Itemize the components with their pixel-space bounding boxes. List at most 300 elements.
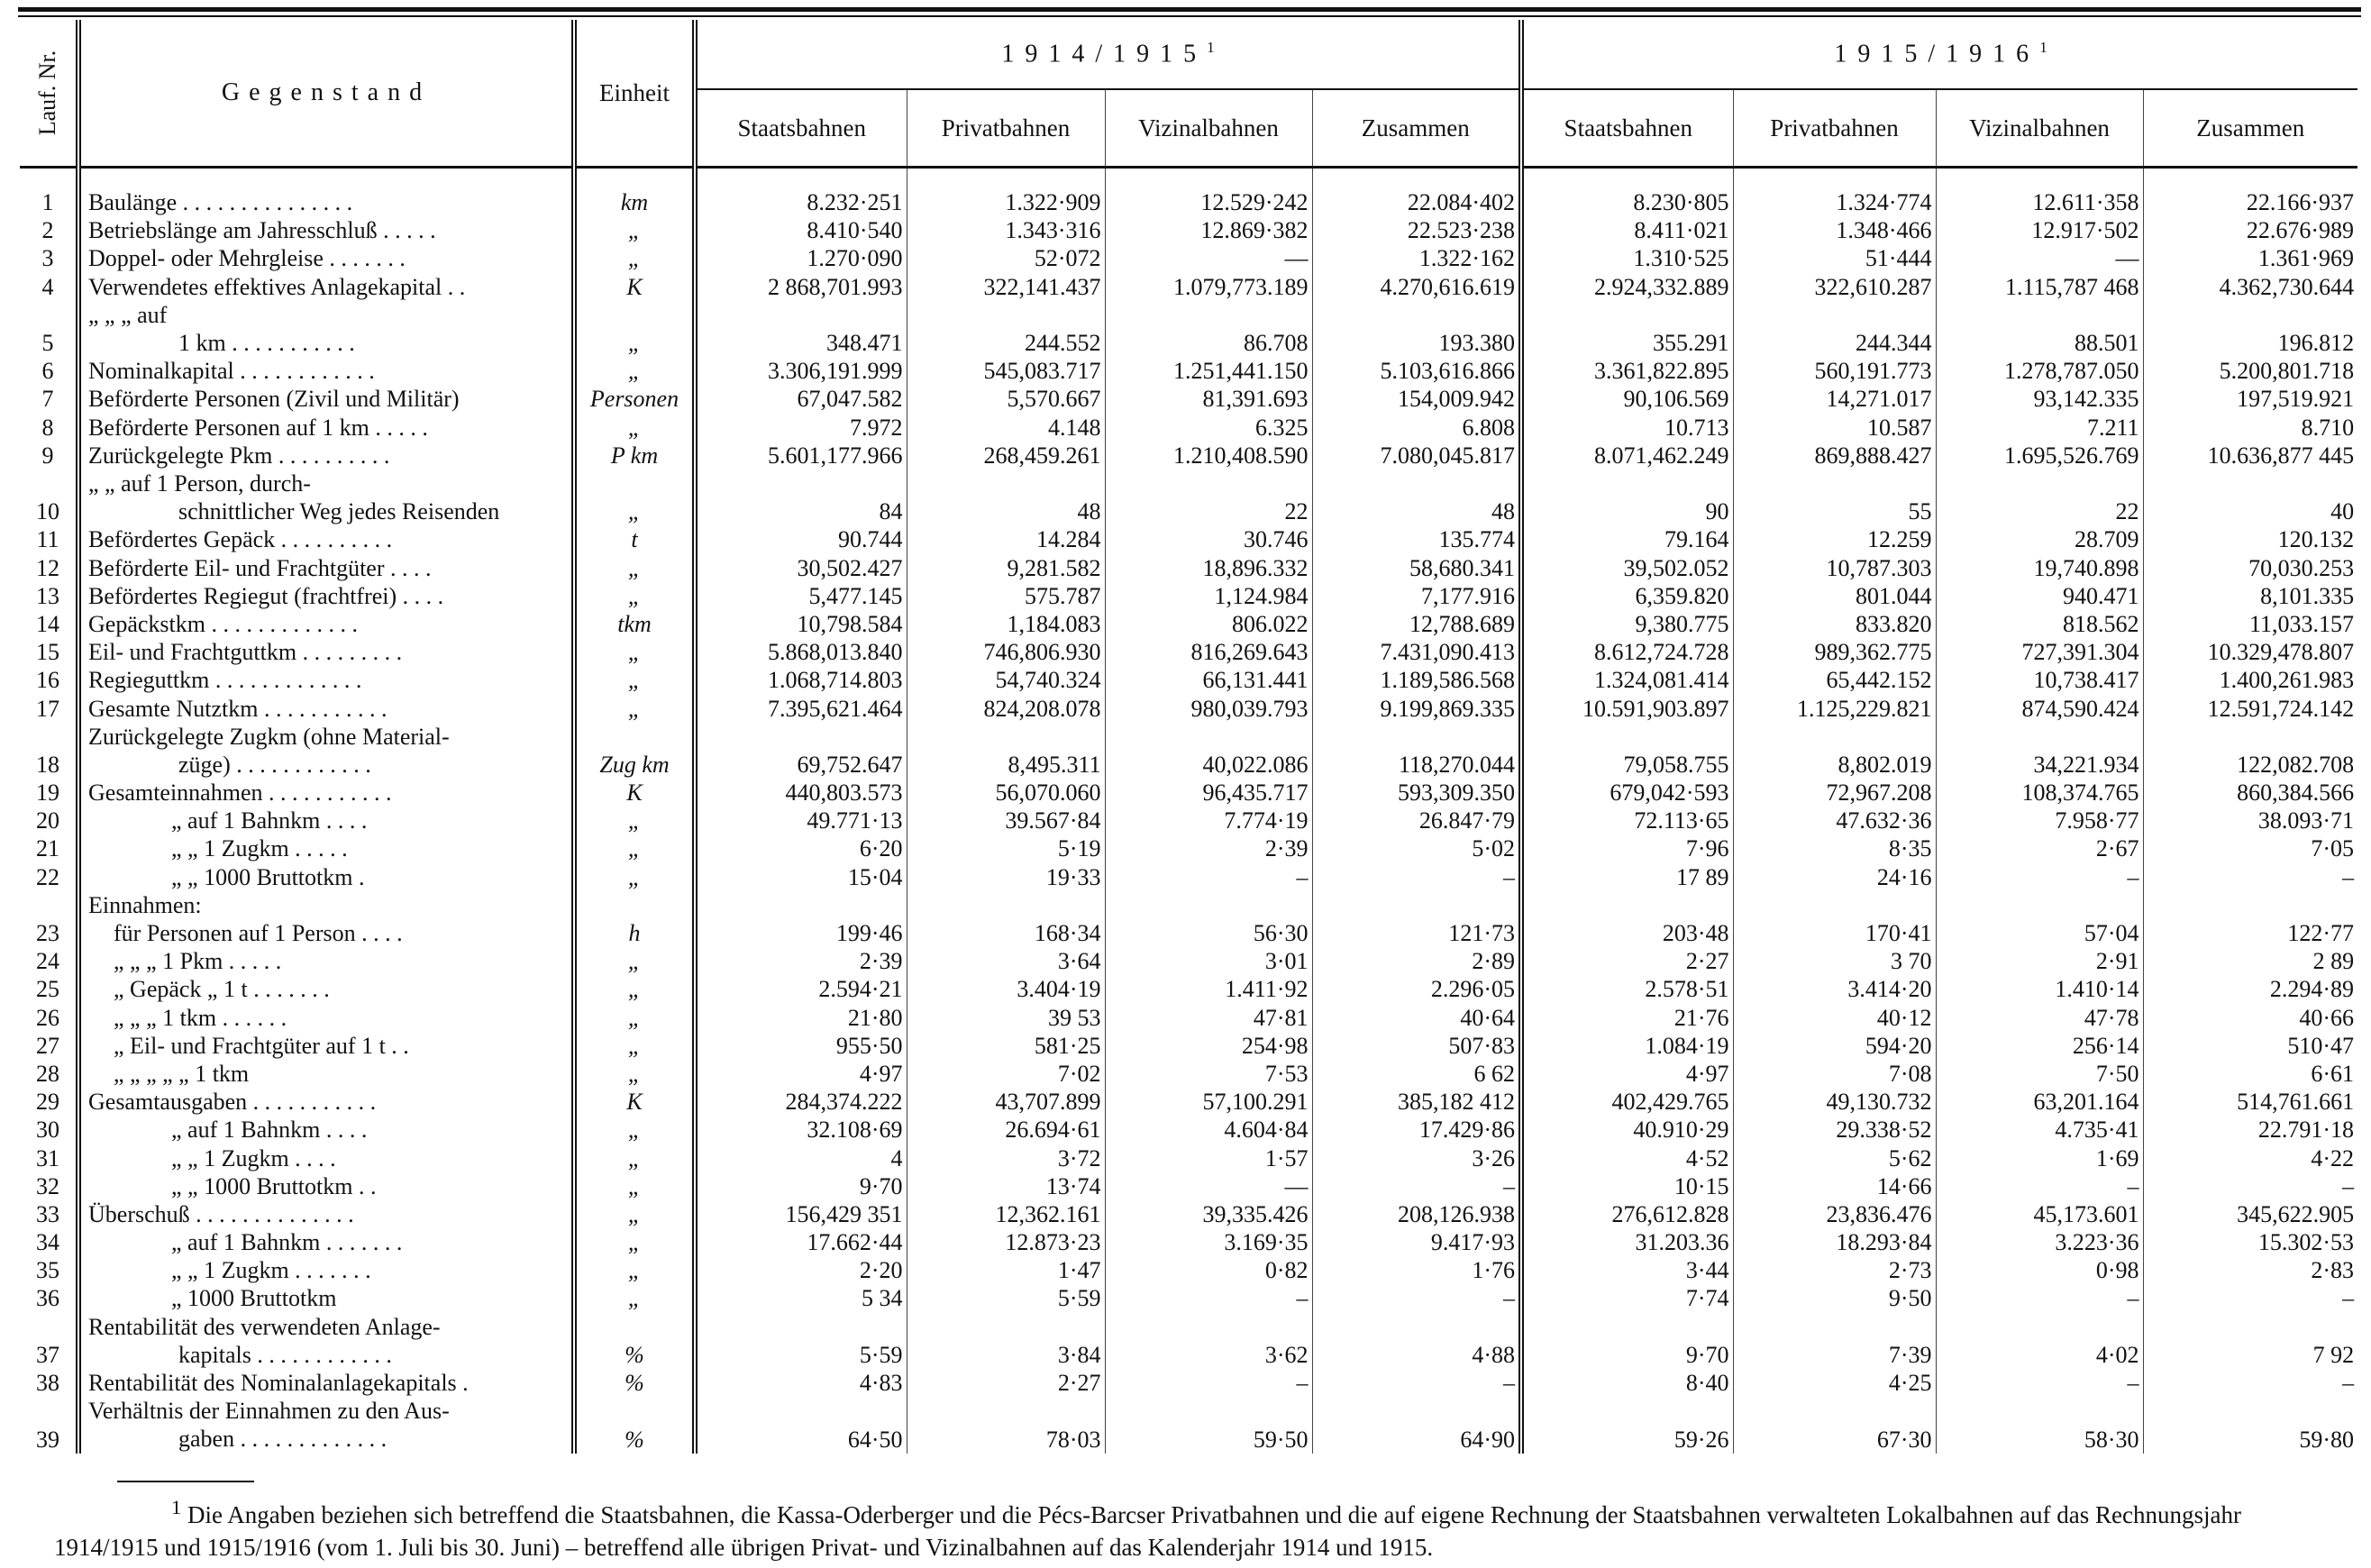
cell-value: 3.404·19	[907, 975, 1105, 1003]
cell-value: 122,082.708	[2237, 751, 2355, 778]
row-unit: „	[574, 469, 695, 525]
cell-value: 1.400,261.983	[2219, 667, 2355, 694]
cell-value: 10.329,478.807	[2207, 639, 2355, 666]
cell-value: 8.230·805	[1521, 188, 1733, 216]
cell-value: 7·05	[2311, 835, 2355, 862]
row-number: 29	[20, 1088, 78, 1116]
row-label: „ „ 1 Zugkm . . . . .	[78, 834, 574, 862]
cell-value: 1.251,441.150	[1105, 357, 1312, 385]
table-row	[20, 525, 2357, 553]
table-row	[20, 1088, 2357, 1116]
cell-value: 10.713	[1521, 414, 1733, 442]
row-number: 3	[20, 244, 78, 272]
cell-value: 88.501	[1936, 301, 2143, 357]
cell-value: 63,201.164	[1936, 1088, 2143, 1116]
cell-value	[1936, 891, 2143, 919]
row-label-line1: „ „ auf 1 Person, durch-	[88, 469, 311, 497]
cell-value: 2 89	[2312, 948, 2355, 975]
cell-value: 48	[1312, 469, 1521, 525]
header-zusammen: Zusammen	[2143, 89, 2357, 168]
row-label: „ Eil- und Frachtgüter auf 1 t . .	[78, 1032, 574, 1060]
cell-value: 59·50	[1105, 1397, 1312, 1453]
row-label: „ „ 1 Zugkm . . . . . . .	[78, 1256, 574, 1284]
row-unit: „	[574, 582, 695, 610]
cell-value: 8.612,724.728	[1521, 638, 1733, 666]
row-label: „ auf 1 Bahnkm . . . .	[78, 807, 574, 834]
cell-value: 1.343·316	[907, 216, 1105, 244]
cell-value: 5.200,801.718	[2219, 358, 2355, 385]
cell-value: 4·88	[1312, 1313, 1521, 1369]
footnote	[54, 1491, 2325, 1563]
cell-value: 4.362,730.644	[2219, 273, 2355, 300]
table-row	[20, 919, 2357, 947]
table-row	[20, 1228, 2357, 1256]
row-number: 34	[20, 1228, 78, 1256]
cell-value: 13·74	[907, 1172, 1105, 1200]
row-unit: „	[574, 216, 695, 244]
cell-value: 40	[2330, 498, 2355, 525]
cell-value: 1.695,526.769	[1936, 442, 2143, 469]
cell-value: 727,391.304	[1936, 638, 2143, 666]
cell-value: 10·15	[1521, 1172, 1733, 1200]
table-row	[20, 723, 2357, 779]
row-label-line2: schnittlicher Weg jedes Reisenden	[178, 497, 500, 524]
cell-value	[2143, 891, 2357, 919]
cell-value: 34,221.934	[1936, 723, 2143, 779]
cell-value: 84	[695, 469, 907, 525]
row-unit: „	[574, 1003, 695, 1031]
row-number: 36	[20, 1284, 78, 1312]
cell-value: 9,380.775	[1521, 610, 1733, 638]
cell-value: 8,802.019	[1733, 723, 1936, 779]
cell-value: 256·14	[1936, 1032, 2143, 1060]
cell-value: —	[1936, 244, 2143, 272]
row-unit: „	[574, 1256, 695, 1284]
header-year-1915: 1915/1916$^1$	[1521, 20, 2357, 89]
cell-value: 12,362.161	[907, 1200, 1105, 1228]
cell-value: 57,100.291	[1105, 1088, 1312, 1116]
cell-value: 65,442.152	[1733, 666, 1936, 694]
row-unit: P km	[574, 442, 695, 469]
cell-value: 2.294·89	[2269, 976, 2355, 1003]
cell-value: 154,009.942	[1312, 385, 1521, 413]
row-number: 5	[20, 301, 78, 357]
cell-value: 560,191.773	[1733, 357, 1936, 385]
row-label: „ „ 1 Zugkm . . . .	[78, 1144, 574, 1171]
cell-value: 355.291	[1521, 301, 1733, 357]
header-privatbahnen: Privatbahnen	[1733, 89, 1936, 168]
row-number: 20	[20, 807, 78, 834]
cell-value: 8,495.311	[907, 723, 1105, 779]
cell-value: 59·80	[2299, 1426, 2355, 1453]
cell-value: 824,208.078	[907, 694, 1105, 722]
cell-value: 348.471	[695, 301, 907, 357]
row-label: Einnahmen:	[78, 891, 574, 919]
row-label: „ „ „ „ „ 1 tkm	[78, 1060, 574, 1088]
cell-value: 940.471	[1936, 582, 2143, 610]
cell-value: 860,384.566	[2237, 779, 2355, 807]
row-unit: h	[574, 919, 695, 947]
row-unit: „	[574, 1228, 695, 1256]
table-row	[20, 301, 2357, 357]
row-number: 22	[20, 863, 78, 891]
table-row	[20, 1313, 2357, 1369]
cell-value: 5·02	[1312, 834, 1521, 862]
cell-value: –	[1936, 1369, 2143, 1397]
cell-value: –	[1936, 1284, 2143, 1312]
cell-value: 64·50	[695, 1397, 907, 1453]
cell-value: 4·52	[1521, 1144, 1733, 1171]
row-label-line2: züge) . . . . . . . . . . . .	[178, 751, 371, 778]
cell-value: 30,502.427	[695, 553, 907, 581]
row-unit: %	[574, 1369, 695, 1397]
cell-value: 8.710	[2301, 414, 2355, 441]
cell-value: 0·82	[1105, 1256, 1312, 1284]
cell-value: 168·34	[907, 919, 1105, 947]
cell-value: 3·84	[907, 1313, 1105, 1369]
cell-value: 4·02	[1936, 1313, 2143, 1369]
row-number: 31	[20, 1144, 78, 1171]
row-number: 30	[20, 1116, 78, 1144]
row-unit: %	[574, 1397, 695, 1453]
cell-value: 193.380	[1312, 301, 1521, 357]
cell-value: 5 34	[695, 1284, 907, 1312]
table-row	[20, 666, 2357, 694]
cell-value: 22.084·402	[1312, 188, 1521, 216]
cell-value: 5.601,177.966	[695, 442, 907, 469]
cell-value: 18.293·84	[1733, 1228, 1936, 1256]
row-number: 19	[20, 779, 78, 807]
cell-value: 1.324,081.414	[1521, 666, 1733, 694]
cell-value: 1.322·909	[907, 188, 1105, 216]
cell-value: 6.325	[1105, 414, 1312, 442]
row-label: „ 1000 Bruttotkm	[78, 1284, 574, 1312]
row-unit: „	[574, 414, 695, 442]
cell-value: 254·98	[1105, 1032, 1312, 1060]
table-row	[20, 1369, 2357, 1397]
table-row	[20, 1284, 2357, 1312]
cell-value: 1.411·92	[1105, 975, 1312, 1003]
cell-value: 1·76	[1312, 1256, 1521, 1284]
cell-value: 17.662·44	[695, 1228, 907, 1256]
row-number: 9	[20, 442, 78, 469]
cell-value: 31.203.36	[1521, 1228, 1733, 1256]
cell-value: 64·90	[1312, 1397, 1521, 1453]
row-number: 2	[20, 216, 78, 244]
table-row	[20, 1003, 2357, 1031]
cell-value: 833.820	[1733, 610, 1936, 638]
cell-value: 39,502.052	[1521, 553, 1733, 581]
cell-value: –	[1312, 1284, 1521, 1312]
table-row	[20, 807, 2357, 834]
row-number: 18	[20, 723, 78, 779]
cell-value: 594·20	[1733, 1032, 1936, 1060]
cell-value: 3·01	[1105, 947, 1312, 975]
cell-value: –	[2342, 863, 2355, 890]
header-vizinalbahnen: Vizinalbahnen	[1936, 89, 2143, 168]
cell-value: 4·83	[695, 1369, 907, 1397]
cell-value: 39,335.426	[1105, 1200, 1312, 1228]
cell-value: 3.414·20	[1733, 975, 1936, 1003]
row-unit: Zug km	[574, 723, 695, 779]
cell-value: 86.708	[1105, 301, 1312, 357]
row-label: „ „ 1000 Bruttotkm .	[78, 863, 574, 891]
row-unit: tkm	[574, 610, 695, 638]
cell-value: 1.084·19	[1521, 1032, 1733, 1060]
row-unit: „	[574, 1144, 695, 1171]
cell-value: 2·27	[907, 1369, 1105, 1397]
cell-value: 196.812	[2277, 330, 2355, 357]
cell-value: 8.410·540	[695, 216, 907, 244]
cell-value	[1521, 891, 1733, 919]
cell-value: 4·25	[1733, 1369, 1936, 1397]
row-number: 13	[20, 582, 78, 610]
cell-value: 81,391.693	[1105, 385, 1312, 413]
cell-value: –	[1312, 1172, 1521, 1200]
table-row	[20, 414, 2357, 442]
cell-value: 22.791·18	[2257, 1117, 2355, 1144]
row-unit: „	[574, 807, 695, 834]
cell-value: 869,888.427	[1733, 442, 1936, 469]
row-unit: „	[574, 975, 695, 1003]
table-row	[20, 779, 2357, 807]
header-gegenstand: Gegenstand	[78, 20, 574, 168]
row-label: Eil- und Frachtguttkm . . . . . . . . .	[78, 638, 574, 666]
cell-value: 7.211	[1936, 414, 2143, 442]
cell-value: 22.523·238	[1312, 216, 1521, 244]
row-label: „ Gepäck „ 1 t . . . . . . .	[78, 975, 574, 1003]
cell-value: 7.958·77	[1936, 807, 2143, 834]
cell-value: —	[1105, 1172, 1312, 1200]
row-unit: Personen	[574, 385, 695, 413]
header-lauf-nr: Lauf. Nr.	[20, 20, 78, 168]
cell-value: 22.676·989	[2246, 217, 2355, 244]
row-label: Befördertes Regiegut (frachtfrei) . . . .	[78, 582, 574, 610]
row-unit: „	[574, 1172, 695, 1200]
row-label: Gesamteinnahmen . . . . . . . . . . .	[78, 779, 574, 807]
cell-value: 2·20	[695, 1256, 907, 1284]
cell-value: 3·44	[1521, 1256, 1733, 1284]
cell-value: 510·47	[2287, 1032, 2355, 1059]
cell-value: 3·26	[1312, 1144, 1521, 1171]
cell-value: 121·73	[1312, 919, 1521, 947]
row-unit	[574, 891, 695, 919]
header-privatbahnen: Privatbahnen	[907, 89, 1105, 168]
cell-value: 7·50	[1936, 1060, 2143, 1088]
row-label: „ „ „ 1 Pkm . . . . .	[78, 947, 574, 975]
cell-value: 40,022.086	[1105, 723, 1312, 779]
row-unit: „	[574, 1032, 695, 1060]
cell-value: 19,740.898	[1936, 553, 2143, 581]
header-staatsbahnen: Staatsbahnen	[1521, 89, 1733, 168]
cell-value: 17.429·86	[1312, 1116, 1521, 1144]
cell-value: 2·39	[695, 947, 907, 975]
cell-value: 66,131.441	[1105, 666, 1312, 694]
row-label-line2: 1 km . . . . . . . . . . .	[178, 329, 355, 356]
cell-value: 12.869·382	[1105, 216, 1312, 244]
cell-value: 5·59	[695, 1313, 907, 1369]
table-row	[20, 582, 2357, 610]
header-staatsbahnen: Staatsbahnen	[695, 89, 907, 168]
cell-value: 22	[1105, 469, 1312, 525]
cell-value: –	[1312, 863, 1521, 891]
table-row	[20, 1060, 2357, 1088]
cell-value: 26.847·79	[1312, 807, 1521, 834]
cell-value: 3.361,822.895	[1521, 357, 1733, 385]
cell-value: 17 89	[1521, 863, 1733, 891]
row-label: Gepäckstkm . . . . . . . . . . . . .	[78, 610, 574, 638]
row-label: Baulänge . . . . . . . . . . . . . . .	[78, 188, 574, 216]
footnote-rule	[117, 1481, 254, 1482]
cell-value: 955·50	[695, 1032, 907, 1060]
cell-value: 2·73	[1733, 1256, 1936, 1284]
cell-value: 1.410·14	[1936, 975, 2143, 1003]
cell-value: 19·33	[907, 863, 1105, 891]
header-vizinalbahnen: Vizinalbahnen	[1105, 89, 1312, 168]
cell-value: 2.924,332.889	[1521, 273, 1733, 301]
cell-value: 1,184.083	[907, 610, 1105, 638]
cell-value: 507·83	[1312, 1032, 1521, 1060]
row-number: 4	[20, 273, 78, 301]
cell-value: 14.284	[907, 525, 1105, 553]
cell-value: 7·74	[1521, 1284, 1733, 1312]
table-row	[20, 273, 2357, 301]
cell-value: 2·39	[1105, 834, 1312, 862]
row-label: Regieguttkm . . . . . . . . . . . . .	[78, 666, 574, 694]
table-row	[20, 947, 2357, 975]
cell-value: 3·72	[907, 1144, 1105, 1171]
cell-value: 4·97	[695, 1060, 907, 1088]
row-number: 25	[20, 975, 78, 1003]
cell-value: 22.166·937	[2246, 189, 2355, 216]
table-row	[20, 1032, 2357, 1060]
cell-value: 322,610.287	[1733, 273, 1936, 301]
cell-value: –	[1105, 863, 1312, 891]
table-row	[20, 357, 2357, 385]
cell-value: 1.310·525	[1521, 244, 1733, 272]
header-year-1914: 1914/1915$^1$	[695, 20, 1521, 89]
cell-value: 7·53	[1105, 1060, 1312, 1088]
cell-value: 874,590.424	[1936, 694, 2143, 722]
row-number: 7	[20, 385, 78, 413]
row-label: Rentabilität des Nominalanlagekapitals .	[78, 1369, 574, 1397]
cell-value: 47·78	[1936, 1003, 2143, 1031]
cell-value: 1.125,229.821	[1733, 694, 1936, 722]
row-unit: „	[574, 244, 695, 272]
cell-value: 4·97	[1521, 1060, 1733, 1088]
cell-value: 135.774	[1312, 525, 1521, 553]
cell-value: 79.164	[1521, 525, 1733, 553]
row-unit: „	[574, 694, 695, 722]
table-row	[20, 1397, 2357, 1453]
row-label	[78, 469, 574, 525]
row-label: Zurückgelegte Pkm . . . . . . . . . .	[78, 442, 574, 469]
row-unit: „	[574, 357, 695, 385]
cell-value: 801.044	[1733, 582, 1936, 610]
cell-value: –	[2342, 1370, 2355, 1397]
cell-value: 2.578·51	[1521, 975, 1733, 1003]
cell-value: –	[2342, 1285, 2355, 1312]
cell-value: 5,570.667	[907, 385, 1105, 413]
cell-value: 1·57	[1105, 1144, 1312, 1171]
cell-value: 284,374.222	[695, 1088, 907, 1116]
cell-value: 4.604·84	[1105, 1116, 1312, 1144]
cell-value: 6·20	[695, 834, 907, 862]
row-label: „ auf 1 Bahnkm . . . . . . .	[78, 1228, 574, 1256]
cell-value: 96,435.717	[1105, 779, 1312, 807]
cell-value: 9·70	[1521, 1313, 1733, 1369]
cell-value: 2·91	[1936, 947, 2143, 975]
cell-value: 197,519.921	[2237, 386, 2355, 413]
row-label: „ „ „ 1 tkm . . . . . .	[78, 1003, 574, 1031]
cell-value: 21·76	[1521, 1003, 1733, 1031]
cell-value: 69,752.647	[695, 723, 907, 779]
cell-value: 514,761.661	[2237, 1089, 2355, 1116]
cell-value: 2·89	[1312, 947, 1521, 975]
cell-value: 32.108·69	[695, 1116, 907, 1144]
cell-value: 3·64	[907, 947, 1105, 975]
cell-value: 1.348·466	[1733, 216, 1936, 244]
table-row	[20, 385, 2357, 413]
row-number: 23	[20, 919, 78, 947]
cell-value: 1.322·162	[1312, 244, 1521, 272]
row-number: 39	[20, 1397, 78, 1453]
cell-value: 5,477.145	[695, 582, 907, 610]
row-label: Gesamte Nutztkm . . . . . . . . . . .	[78, 694, 574, 722]
cell-value: 49,130.732	[1733, 1088, 1936, 1116]
cell-value: 67,047.582	[695, 385, 907, 413]
cell-value: 10,738.417	[1936, 666, 2143, 694]
cell-value: 14·66	[1733, 1172, 1936, 1200]
cell-value: 108,374.765	[1936, 779, 2143, 807]
row-label	[78, 1313, 574, 1369]
cell-value: 1.079,773.189	[1105, 273, 1312, 301]
row-number	[20, 891, 78, 919]
cell-value: –	[1936, 1172, 2143, 1200]
cell-value: 40·64	[1312, 1003, 1521, 1031]
cell-value: 2·83	[2311, 1257, 2355, 1284]
cell-value: 8.411·021	[1521, 216, 1733, 244]
cell-value: 29.338·52	[1733, 1116, 1936, 1144]
cell-value: 322,141.437	[907, 273, 1105, 301]
cell-value: 57·04	[1936, 919, 2143, 947]
row-label: Beförderte Personen auf 1 km . . . . .	[78, 414, 574, 442]
row-label: Verwendetes effektives Anlagekapital . .	[78, 273, 574, 301]
cell-value: 402,429.765	[1521, 1088, 1733, 1116]
statistics-table	[20, 20, 2357, 1454]
cell-value: 1,124.984	[1105, 582, 1312, 610]
row-number: 21	[20, 834, 78, 862]
cell-value: 30.746	[1105, 525, 1312, 553]
cell-value: 1.324·774	[1733, 188, 1936, 216]
cell-value: 4.270,616.619	[1312, 273, 1521, 301]
footnote-marker: 1	[171, 1496, 182, 1518]
cell-value: 203·48	[1521, 919, 1733, 947]
cell-value: 2·27	[1521, 947, 1733, 975]
cell-value: 385,182 412	[1312, 1088, 1521, 1116]
table-row	[20, 694, 2357, 722]
row-number: 24	[20, 947, 78, 975]
cell-value: –	[1105, 1284, 1312, 1312]
cell-value: 12.259	[1733, 525, 1936, 553]
table-row	[20, 1200, 2357, 1228]
cell-value: 40·66	[2299, 1004, 2355, 1031]
row-unit: km	[574, 188, 695, 216]
table-row	[20, 1256, 2357, 1284]
cell-value: 12.611·358	[1936, 188, 2143, 216]
cell-value: 6 62	[1312, 1060, 1521, 1088]
cell-value: 90	[1521, 469, 1733, 525]
